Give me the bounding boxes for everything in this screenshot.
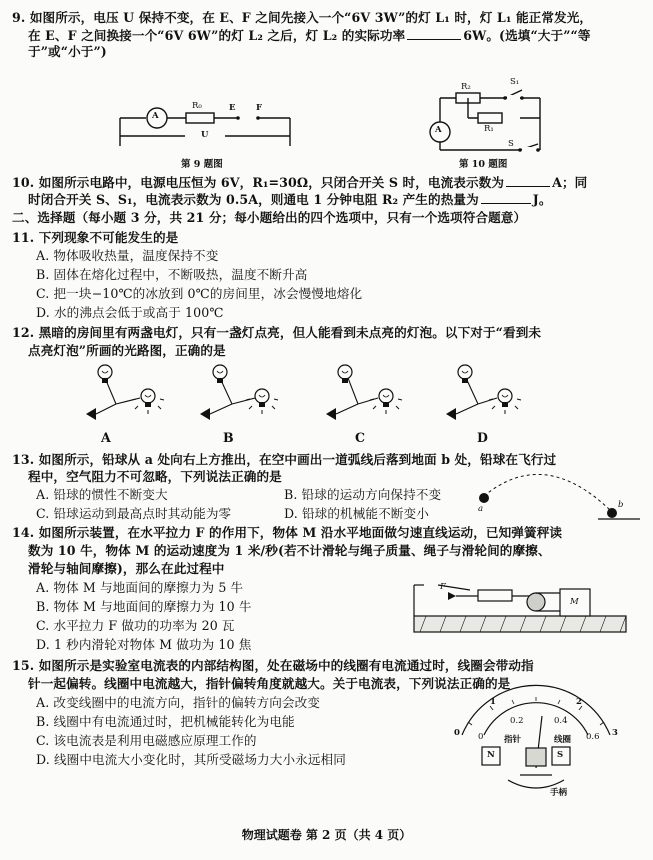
q15-magnet-south: S [557,750,564,760]
q15-pointer-label: 指针 [504,735,522,745]
q11-stem: 11. 下列现象不可能发生的是 [12,230,179,245]
q12-line1: 12. 黑暗的房间里有两盏电灯，只有一盏灯点亮，但人能看到未点亮的灯泡。以下对于“看到未 [12,325,542,340]
q10-line2-tail: J。 [532,192,552,207]
q9-line1: 9. 如图所示，电压 U 保持不变，在 E、F 之间先接入一个“6V 3W”的灯 L₁ 时，灯 L₁ 能正常发光， [12,10,593,25]
page-footer: 物理试题卷 第 2 页（共 4 页） [241,828,412,842]
q9-line2-text: 在 E、F 之间换接一个“6V 6W”的灯 L₂ 之后，灯 L₂ 的实际功率 [28,28,406,43]
q14-line1: 14. 如图所示装置，在水平拉力 F 的作用下，物体 M 沿水平地面做匀速直线运动，已知弹簧秤读 [12,525,563,540]
q15-option-b[interactable]: B. 线圈中有电流通过时，把机械能转化为电能 [36,714,295,729]
q11-option-b[interactable]: B. 固体在熔化过程中，不断吸热，温度不断升高 [36,267,308,282]
fig9-terminal-e: E [229,103,236,113]
q15-scale-inner-0: 0 [478,732,484,742]
fig9-voltage-label: U [201,130,209,140]
q14-fig-label-m: M [570,597,579,607]
q15-option-d[interactable]: D. 线圈中电流大小变化时，其所受磁场力大小永远相同 [36,752,346,767]
q15-handle-label: 手柄 [550,788,568,798]
q10-line2-text: 时闭合开关 S、S₁，电流表示数为 0.5A，则通电 1 分钟电阻 R₂ 产生的热量为 [28,192,479,207]
section-2-heading: 二、选择题（每小题 3 分，共 21 分；每小题给出的四个选项中，只有一个选项符合题意） [12,210,527,225]
q11-option-a[interactable]: A. 物体吸收热量，温度保持不变 [36,248,219,263]
q9-line3: 于”或“小于”) [28,44,107,59]
fig9-terminal-f: F [256,103,263,113]
fig10-r2-label: R₂ [461,82,471,92]
q14-line2: 数为 10 牛，物体 M 的运动速度为 1 米/秒(若不计滑轮与绳子质量、绳子与滑轮间的摩擦、 [28,543,551,558]
q14-fig-label-f: F [440,582,446,592]
q15-scale-outer-2: 2 [576,697,582,707]
q13-line1: 13. 如图所示，铅球从 a 处向右上方推出，在空中画出一道弧线后落到地面 b 处，铅球在飞行过 [12,452,557,467]
q14-option-a[interactable]: A. 物体 M 与地面间的摩擦力为 5 牛 [36,580,244,595]
q15-magnet-north: N [487,750,495,760]
fig10-s1-label: S₁ [510,77,520,87]
q15-option-a[interactable]: A. 改变线圈中的电流方向，指针的偏转方向会改变 [36,695,320,710]
q15-scale-outer-3: 3 [612,728,618,738]
q11-option-c[interactable]: C. 把一块−10℃的冰放到 0℃的房间里，冰会慢慢地熔化 [36,286,363,301]
q14-line3: 滑轮与轴间摩擦)，那么在此过程中 [28,561,225,576]
fig10-ammeter-label: A [435,125,442,135]
q11-option-d[interactable]: D. 水的沸点会低于或高于 100℃ [36,305,224,320]
q13-option-b[interactable]: B. 铅球的运动方向保持不变 [284,487,442,502]
q15-scale-inner-2: 0.4 [554,716,568,726]
q13-option-c[interactable]: C. 铅球运动到最高点时其动能为零 [36,506,232,521]
q12-label-d: D [477,430,489,445]
fig9-resistor-label: R₀ [192,101,202,111]
fig9-ammeter-label: A [152,111,159,121]
fig10-r1-label: R₁ [484,124,494,134]
fig10-s-label: S [508,139,514,149]
q15-option-c[interactable]: C. 该电流表是利用电磁感应原理工作的 [36,733,257,748]
q15-scale-inner-1: 0.2 [510,716,524,726]
q12-label-b: B [223,430,234,445]
q15-line2: 针一起偏转。线圈中电流越大，指针偏转角度就越大。关于电流表，下列说法正确的是 [28,676,511,691]
q13-fig-label-b: b [618,500,624,510]
q14-option-b[interactable]: B. 物体 M 与地面间的摩擦力为 10 牛 [36,599,252,614]
q13-line2: 程中，空气阻力不可忽略，下列说法正确的是 [28,469,282,484]
q13-option-d[interactable]: D. 铅球的机械能不断变小 [284,506,429,521]
fig9-caption: 第 9 题图 [181,159,223,170]
q10-line1-tail: A；同 [552,175,588,190]
q9-line2-tail: 6W。(选填“大于”“等 [463,28,591,43]
q15-scale-outer-0: 0 [454,728,460,738]
q14-option-d[interactable]: D. 1 秒内滑轮对物体 M 做功为 10 焦 [36,637,252,652]
q12-line2: 点亮灯泡”所画的光路图，正确的是 [28,343,226,358]
q13-fig-label-a: a [478,504,484,514]
q12-label-c: C [355,430,366,445]
q15-coil-label: 线圈 [554,735,572,745]
q15-scale-inner-3: 0.6 [586,732,600,742]
q13-option-a[interactable]: A. 铅球的惯性不断变大 [36,487,168,502]
q14-option-c[interactable]: C. 水平拉力 F 做功的功率为 20 瓦 [36,618,235,633]
q12-label-a: A [101,430,111,445]
q10-line1-text: 10. 如图所示电路中，电源电压恒为 6V，R₁=30Ω，只闭合开关 S 时，电流表示数为 [12,175,505,190]
fig10-caption: 第 10 题图 [459,159,508,170]
q15-line1: 15. 如图所示是实验室电流表的内部结构图，处在磁场中的线圈有电流通过时，线圈会带动指 [12,658,534,673]
q15-scale-outer-1: 1 [490,697,496,707]
